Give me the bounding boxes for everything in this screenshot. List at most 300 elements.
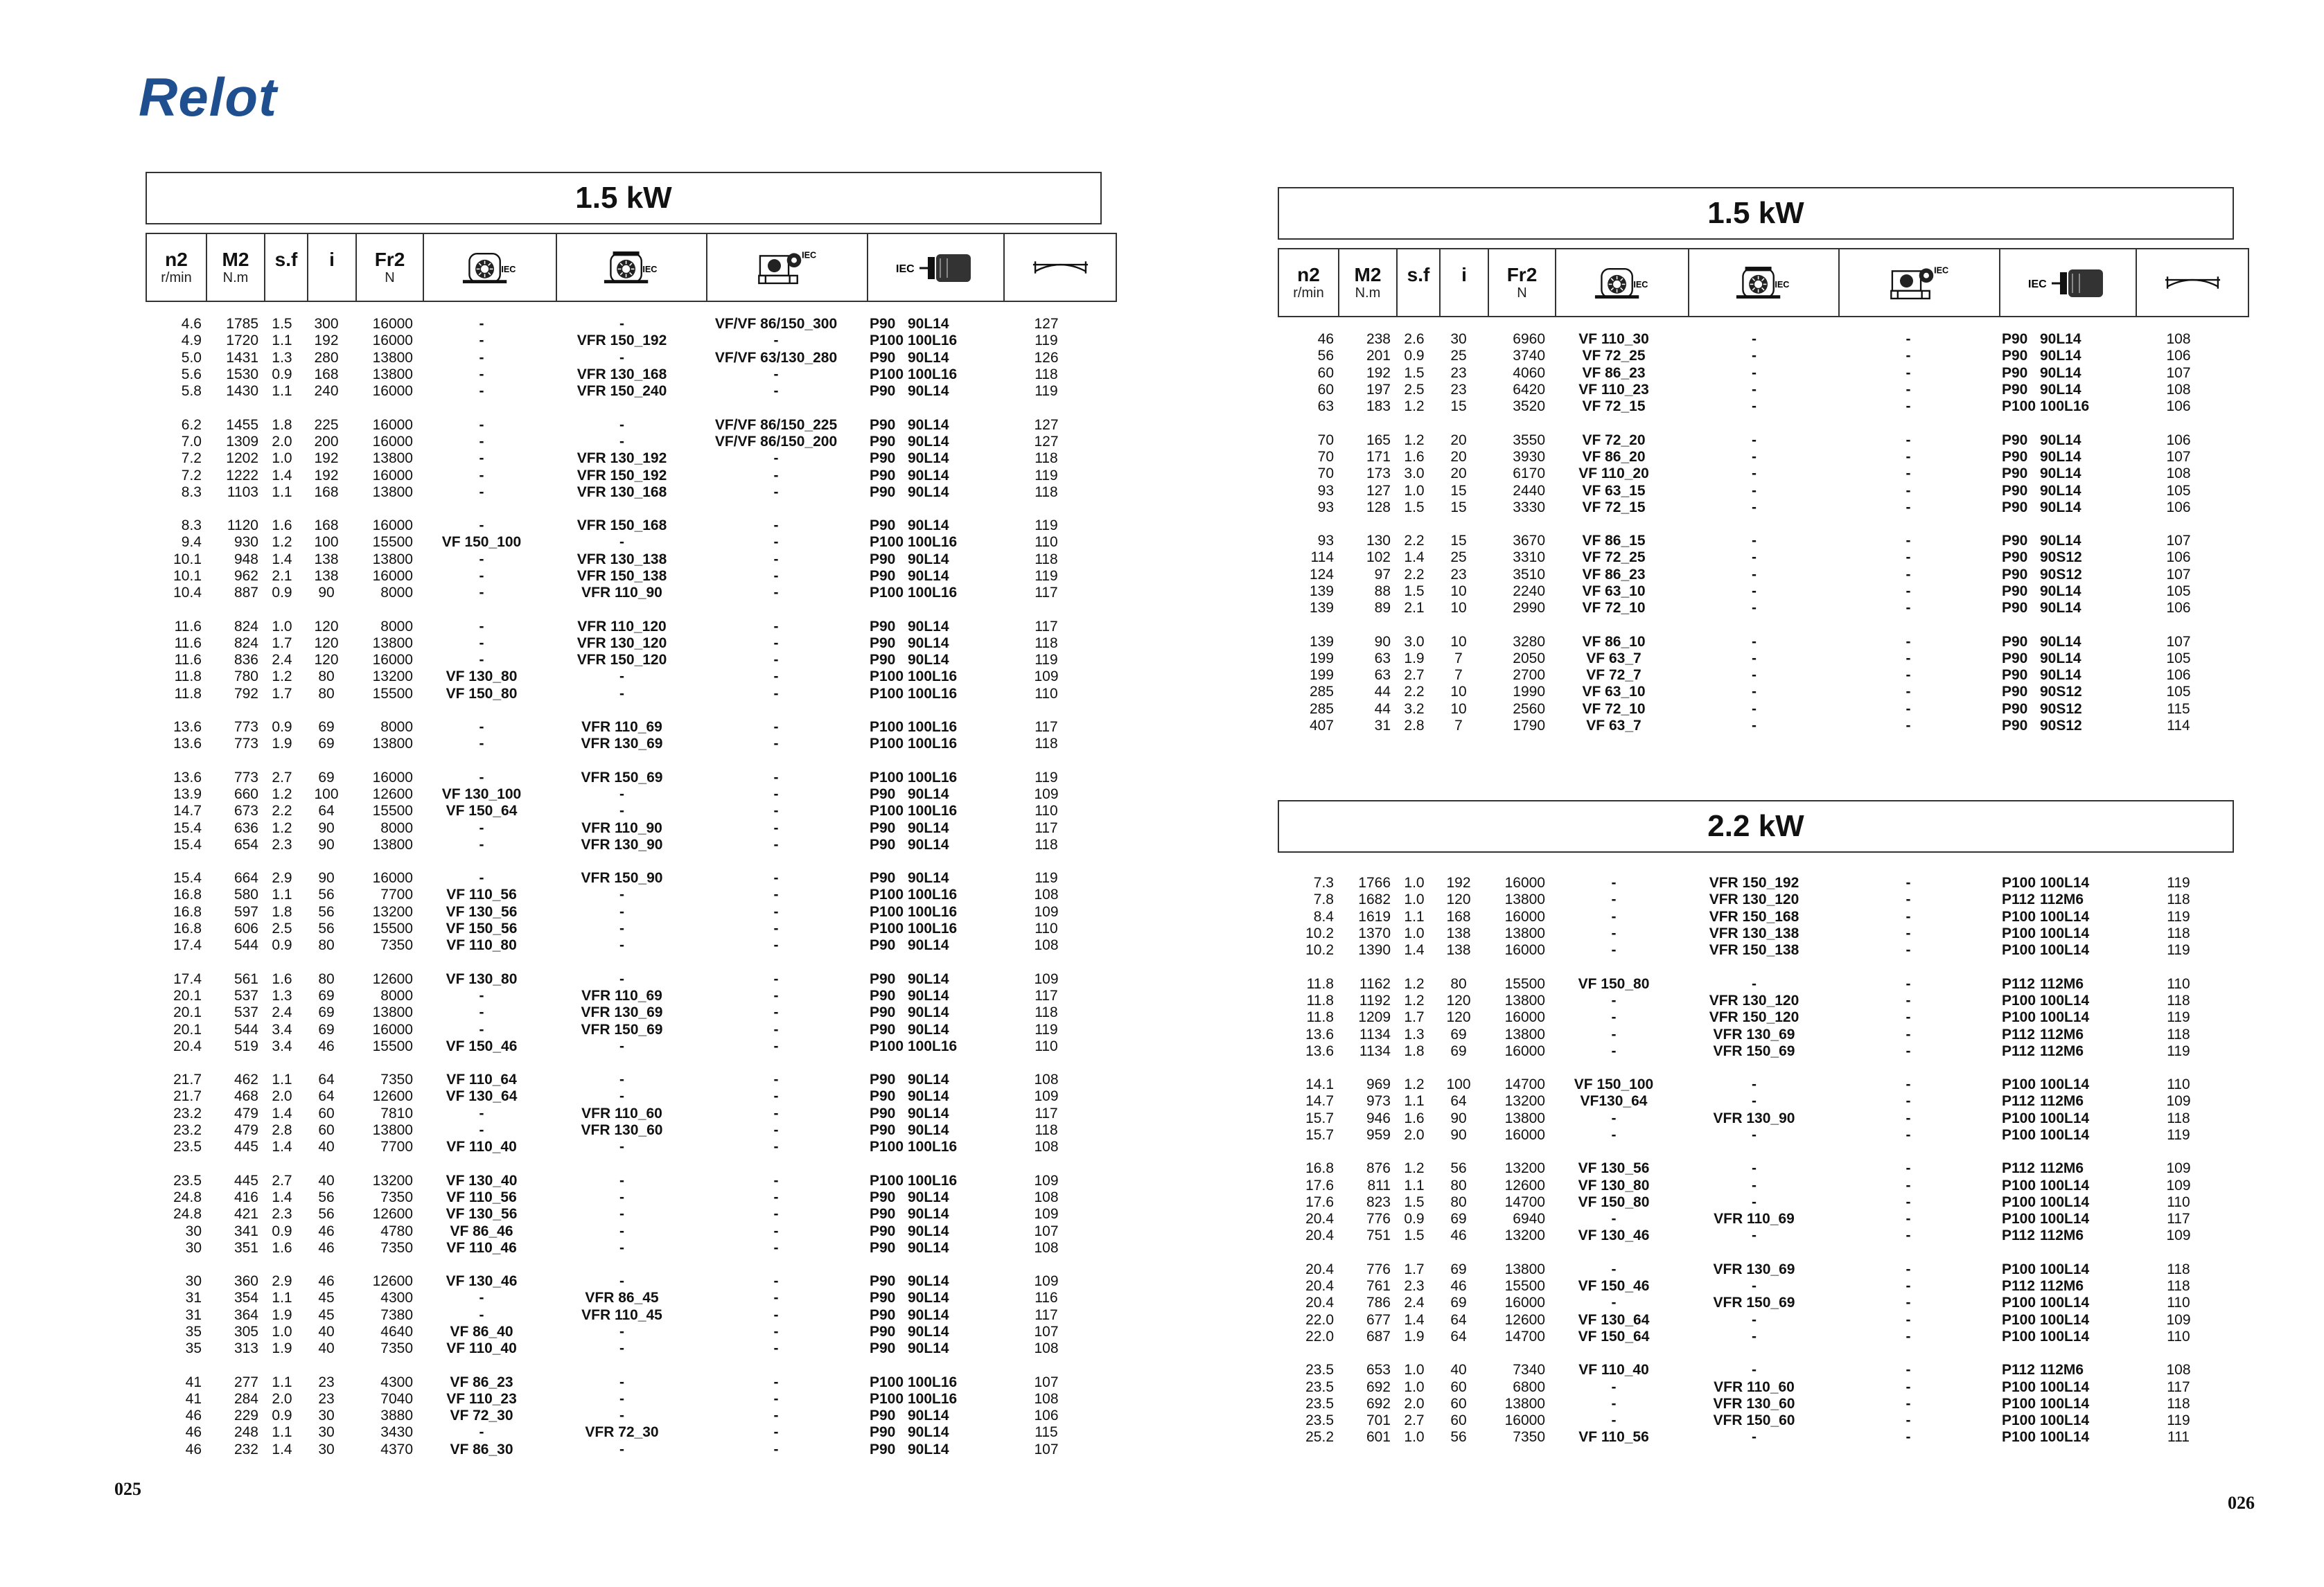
table-cell: 660 bbox=[234, 786, 258, 802]
table-cell: 21.7 bbox=[173, 1088, 202, 1105]
table-cell: VF 72_25 bbox=[1582, 348, 1646, 364]
table-cell: 2.7 bbox=[1404, 1412, 1425, 1429]
table-cell: VF 72_15 bbox=[1582, 499, 1646, 515]
table-cell: P90 bbox=[2002, 482, 2028, 499]
table-cell: 100L16 bbox=[908, 1390, 958, 1407]
table-cell: 1.4 bbox=[272, 467, 292, 484]
table-cell: 90L14 bbox=[908, 450, 949, 467]
table-cell: 138 bbox=[314, 551, 339, 567]
table-cell: P90 bbox=[870, 836, 896, 853]
table-cell: 100L16 bbox=[908, 1038, 958, 1054]
table-cell: 105 bbox=[2166, 482, 2191, 499]
table-cell: 100L16 bbox=[908, 668, 958, 685]
table-cell: 116 bbox=[1035, 1290, 1058, 1306]
table-cell: 1.3 bbox=[1404, 1026, 1425, 1043]
table-cell: - bbox=[773, 1088, 779, 1105]
table-cell: 90S12 bbox=[2040, 700, 2082, 717]
power-title: 1.5 kW bbox=[1278, 187, 2234, 240]
table-cell: 110 bbox=[1035, 685, 1058, 702]
table-cell: 100L16 bbox=[908, 1374, 958, 1390]
table-cell: 80 bbox=[1450, 1194, 1467, 1210]
table-cell: 3670 bbox=[1513, 533, 1545, 549]
table-cell: 117 bbox=[1035, 585, 1058, 601]
table-cell: P90 bbox=[870, 1072, 896, 1088]
table-row bbox=[1278, 1177, 2234, 1194]
table-cell: 7350 bbox=[380, 1239, 413, 1256]
table-cell: - bbox=[479, 333, 484, 349]
table-row bbox=[146, 819, 1102, 836]
table-cell: 15.4 bbox=[173, 819, 202, 836]
table-cell: P100 bbox=[2002, 1328, 2036, 1345]
table-row bbox=[1278, 909, 2234, 925]
table-cell: 106 bbox=[2166, 398, 2191, 415]
table-cell: 15500 bbox=[1504, 1278, 1545, 1295]
table-cell: - bbox=[1905, 398, 1911, 415]
table-cell: 14700 bbox=[1504, 1194, 1545, 1210]
table-cell: 2.2 bbox=[1404, 684, 1425, 700]
table-cell: 69 bbox=[318, 1004, 335, 1021]
table-cell: 2.1 bbox=[1404, 600, 1425, 617]
table-cell: 5.8 bbox=[181, 383, 202, 400]
table-cell: 2.7 bbox=[272, 1172, 292, 1189]
table-cell: 687 bbox=[1366, 1328, 1391, 1345]
row-group bbox=[146, 719, 1102, 753]
table-cell: 90S12 bbox=[2040, 684, 2082, 700]
table-cell: 108 bbox=[1034, 1072, 1059, 1088]
table-row bbox=[146, 1374, 1102, 1390]
table-cell: 41 bbox=[185, 1374, 202, 1390]
table-cell: 15500 bbox=[372, 534, 413, 551]
table-cell: 1370 bbox=[1358, 925, 1391, 942]
table-cell: VF 130_56 bbox=[446, 1206, 518, 1223]
iec-motor-icon bbox=[868, 243, 1003, 292]
table-cell: 107 bbox=[2166, 364, 2191, 381]
header-fr2 bbox=[356, 233, 423, 301]
table-cell: - bbox=[773, 1172, 779, 1189]
table-cell: 56 bbox=[318, 921, 335, 937]
table-cell: 117 bbox=[2167, 1378, 2190, 1395]
table-cell: VF 110_40 bbox=[1578, 1362, 1649, 1378]
header-sf-label: s.f bbox=[1407, 263, 1430, 285]
table-cell: 16000 bbox=[1504, 1009, 1545, 1026]
table-row bbox=[146, 937, 1102, 954]
table-cell: 16000 bbox=[1504, 1043, 1545, 1059]
table-cell: 1.0 bbox=[1404, 875, 1425, 892]
table-cell: 2.0 bbox=[1404, 1395, 1425, 1412]
table-cell: 100L16 bbox=[908, 736, 958, 752]
table-cell: 100L16 bbox=[908, 1172, 958, 1189]
table-cell: - bbox=[773, 1424, 779, 1441]
table-cell: 25.2 bbox=[1305, 1429, 1334, 1446]
table-cell: 1.4 bbox=[272, 1139, 292, 1155]
table-cell: - bbox=[773, 719, 779, 736]
table-cell: 20.4 bbox=[173, 1038, 202, 1054]
table-cell: VF 110_23 bbox=[446, 1390, 517, 1407]
table-cell: 90L14 bbox=[908, 1189, 949, 1205]
row-group bbox=[1278, 1261, 2234, 1345]
table-cell: VFR 130_69 bbox=[581, 736, 663, 752]
table-cell: - bbox=[1752, 650, 1757, 666]
table-cell: VF 110_20 bbox=[1578, 466, 1649, 482]
table-cell: 240 bbox=[314, 383, 339, 400]
table-cell: - bbox=[1905, 1043, 1911, 1059]
table-cell: 109 bbox=[2166, 1177, 2191, 1194]
table-cell: 25 bbox=[1450, 348, 1467, 364]
table-cell: 20.1 bbox=[173, 1021, 202, 1038]
table-cell: P90 bbox=[870, 1323, 896, 1340]
table-cell: 60 bbox=[1450, 1378, 1467, 1395]
table-cell: 1.6 bbox=[272, 1239, 292, 1256]
table-cell: VFR 110_90 bbox=[581, 819, 662, 836]
table-row bbox=[1278, 975, 2234, 992]
output-shaft-cell bbox=[1004, 233, 1116, 301]
table-cell: 12600 bbox=[372, 1206, 413, 1223]
table-cell: 0.9 bbox=[1404, 1211, 1425, 1227]
table-cell: 17.4 bbox=[173, 970, 202, 987]
table-cell: 773 bbox=[234, 736, 258, 752]
table-cell: - bbox=[619, 416, 624, 433]
table-cell: - bbox=[1611, 1295, 1617, 1311]
row-group bbox=[1278, 875, 2234, 959]
table-cell: 284 bbox=[234, 1390, 258, 1407]
table-cell: 100L14 bbox=[2040, 1311, 2090, 1328]
table-cell: - bbox=[1611, 992, 1617, 1009]
table-cell: - bbox=[773, 618, 779, 635]
table-row bbox=[1278, 1378, 2234, 1395]
table-cell: 120 bbox=[1446, 892, 1471, 908]
table-cell: 112M6 bbox=[2040, 1160, 2084, 1177]
header-i bbox=[308, 233, 356, 301]
iec-motor-cell bbox=[868, 233, 1004, 301]
table-cell: 1.4 bbox=[272, 1441, 292, 1457]
svg-text:IEC: IEC bbox=[1933, 265, 1948, 276]
table-cell: 109 bbox=[2166, 1093, 2191, 1110]
table-row bbox=[146, 450, 1102, 467]
table-cell: 90L14 bbox=[908, 1223, 949, 1239]
table-cell: 46 bbox=[318, 1038, 335, 1054]
table-cell: - bbox=[1905, 942, 1911, 959]
table-cell: 1.6 bbox=[272, 970, 292, 987]
table-cell: 126 bbox=[1034, 349, 1059, 366]
table-cell: VF 72_20 bbox=[1582, 432, 1646, 448]
table-cell: P112 bbox=[2002, 1160, 2035, 1177]
table-cell: 15500 bbox=[372, 1038, 413, 1054]
table-cell: 115 bbox=[1035, 1424, 1058, 1441]
table-cell: - bbox=[479, 450, 484, 467]
table-cell: 112M6 bbox=[2040, 1362, 2084, 1378]
table-cell: 127 bbox=[1034, 416, 1059, 433]
table-row bbox=[1278, 633, 2234, 650]
table-cell: VFR 110_60 bbox=[1714, 1378, 1795, 1395]
table-row bbox=[146, 1004, 1102, 1021]
table-cell: - bbox=[479, 316, 484, 333]
header-sf-unit bbox=[1398, 285, 1439, 301]
table-cell: P100 bbox=[870, 1374, 904, 1390]
table-cell: 1.1 bbox=[272, 484, 292, 500]
table-cell: 56 bbox=[318, 887, 335, 903]
table-cell: 8.3 bbox=[181, 517, 202, 534]
table-cell: - bbox=[1752, 1362, 1757, 1378]
table-cell: P90 bbox=[2002, 700, 2028, 717]
table-cell: 13.6 bbox=[173, 769, 202, 786]
table-cell: 117 bbox=[1035, 819, 1058, 836]
table-cell: 13200 bbox=[372, 903, 413, 920]
table-cell: P90 bbox=[2002, 718, 2028, 734]
table-row bbox=[146, 467, 1102, 484]
table-cell: 100L14 bbox=[2040, 1177, 2090, 1194]
table-cell: 2.0 bbox=[1404, 1127, 1425, 1143]
table-cell: P90 bbox=[870, 1408, 896, 1424]
table-row bbox=[1278, 1278, 2234, 1295]
table-cell: 201 bbox=[1366, 348, 1391, 364]
table-row bbox=[1278, 1009, 2234, 1026]
table-row bbox=[146, 1290, 1102, 1306]
table-cell: - bbox=[619, 534, 624, 551]
table-cell: VFR 150_240 bbox=[576, 383, 667, 400]
table-cell: 119 bbox=[2167, 1412, 2190, 1429]
worm-prestage-gearbox-icon bbox=[557, 243, 706, 292]
table-cell: 90L14 bbox=[908, 1004, 949, 1021]
row-group bbox=[1278, 633, 2234, 734]
table-row bbox=[146, 568, 1102, 585]
brand-logo: Relot bbox=[139, 67, 277, 127]
table-row bbox=[146, 971, 1102, 988]
table-cell: 8000 bbox=[380, 987, 413, 1004]
header-m2 bbox=[1339, 249, 1397, 317]
table-cell: 280 bbox=[314, 349, 339, 366]
table-cell: 100L14 bbox=[2040, 1412, 2090, 1429]
table-cell: VFR 150_69 bbox=[581, 769, 663, 786]
table-cell: 5.6 bbox=[181, 366, 202, 383]
table-cell: VFR 130_60 bbox=[1713, 1395, 1795, 1412]
table-cell: 120 bbox=[1446, 992, 1471, 1009]
table-cell: 12600 bbox=[1504, 1177, 1545, 1194]
table-cell: - bbox=[773, 903, 779, 920]
table-cell: 31 bbox=[185, 1290, 202, 1306]
table-cell: 90L14 bbox=[908, 484, 949, 500]
table-row bbox=[146, 1021, 1102, 1038]
table-cell: 948 bbox=[234, 551, 258, 567]
table-cell: - bbox=[619, 1441, 624, 1457]
table-cell: - bbox=[1752, 684, 1757, 700]
table-cell: 90L14 bbox=[908, 1072, 949, 1088]
table-cell: 10.2 bbox=[1305, 942, 1334, 959]
table-cell: 13200 bbox=[1504, 1227, 1545, 1244]
svg-text:IEC: IEC bbox=[1775, 280, 1790, 290]
table-cell: - bbox=[773, 1223, 779, 1239]
table-cell: P90 bbox=[2002, 549, 2028, 566]
table-cell: 1.9 bbox=[1404, 650, 1425, 666]
table-cell: 3310 bbox=[1513, 549, 1545, 566]
table-cell: 1.0 bbox=[272, 618, 292, 635]
table-cell: 2.4 bbox=[272, 1004, 292, 1021]
table-cell: - bbox=[1905, 975, 1911, 992]
header-n2 bbox=[1278, 249, 1339, 317]
table-cell: - bbox=[1905, 1009, 1911, 1026]
table-cell: 108 bbox=[1034, 887, 1059, 903]
table-cell: 580 bbox=[234, 887, 258, 903]
table-cell: - bbox=[773, 1239, 779, 1256]
table-cell: 23.5 bbox=[1305, 1362, 1334, 1378]
table-row bbox=[1278, 398, 2234, 415]
table-cell: VFR 130_90 bbox=[1713, 1110, 1795, 1126]
table-cell: 117 bbox=[1035, 618, 1058, 635]
table-cell: 1430 bbox=[226, 383, 258, 400]
table-cell: 23 bbox=[1450, 566, 1467, 583]
table-cell: 107 bbox=[1034, 1441, 1059, 1457]
table-cell: 2440 bbox=[1513, 482, 1545, 499]
table-cell: 2.0 bbox=[272, 1390, 292, 1407]
table-cell: 30 bbox=[185, 1273, 202, 1290]
table-cell: 183 bbox=[1366, 398, 1391, 415]
table-cell: 112M6 bbox=[2040, 1043, 2084, 1059]
table-cell: P90 bbox=[870, 1223, 896, 1239]
table-cell: - bbox=[619, 668, 624, 685]
table-cell: 168 bbox=[314, 517, 339, 534]
table-cell: - bbox=[1905, 908, 1911, 925]
table-cell: 1.0 bbox=[1404, 1362, 1425, 1378]
table-row bbox=[146, 652, 1102, 668]
table-cell: 16000 bbox=[372, 433, 413, 450]
table-cell: VF 110_40 bbox=[446, 1340, 517, 1357]
table-cell: 30 bbox=[1450, 331, 1467, 348]
table-cell: 90L14 bbox=[2040, 633, 2081, 650]
table-cell: 192 bbox=[1446, 875, 1471, 892]
table-cell: VF 130_40 bbox=[446, 1172, 518, 1189]
table-cell: 107 bbox=[1034, 1223, 1059, 1239]
table-cell: 776 bbox=[1366, 1261, 1391, 1277]
table-cell: - bbox=[479, 719, 484, 736]
table-row bbox=[146, 837, 1102, 853]
table-cell: P100 bbox=[2002, 1127, 2036, 1143]
table-cell: P90 bbox=[870, 349, 896, 366]
table-cell: 468 bbox=[234, 1088, 258, 1105]
table-cell: 117 bbox=[1035, 1306, 1058, 1323]
table-cell: - bbox=[1905, 1076, 1911, 1093]
table-panel-left bbox=[146, 172, 1102, 1458]
table-cell: 2.9 bbox=[272, 870, 292, 887]
table-cell: 90L14 bbox=[908, 349, 949, 366]
table-cell: 1.7 bbox=[1404, 1261, 1425, 1277]
table-cell: 3740 bbox=[1513, 348, 1545, 364]
table-cell: - bbox=[1752, 331, 1757, 348]
table-cell: 30 bbox=[318, 1408, 335, 1424]
table-cell: - bbox=[1752, 600, 1757, 617]
table-cell: - bbox=[1905, 1160, 1911, 1177]
table-cell: VFR 150_60 bbox=[1713, 1412, 1795, 1429]
table-cell: 479 bbox=[234, 1105, 258, 1121]
table-cell: 118 bbox=[1035, 450, 1058, 467]
table-cell: 1.0 bbox=[1404, 1378, 1425, 1395]
table-cell: - bbox=[479, 635, 484, 651]
table-row bbox=[1278, 382, 2234, 398]
table-cell: - bbox=[1752, 975, 1757, 992]
table-cell: 11.8 bbox=[1306, 992, 1334, 1009]
table-cell: 1.2 bbox=[1404, 432, 1425, 448]
table-cell: 69 bbox=[318, 987, 335, 1004]
table-cell: - bbox=[773, 568, 779, 584]
table-cell: - bbox=[1905, 718, 1911, 734]
table-cell: 407 bbox=[1309, 718, 1334, 734]
table-cell: - bbox=[1905, 1429, 1911, 1446]
table-cell: 90L14 bbox=[908, 1206, 949, 1223]
table-cell: - bbox=[1611, 1110, 1617, 1126]
row-group bbox=[146, 1374, 1102, 1457]
table-cell: VF 86_23 bbox=[450, 1374, 513, 1390]
table-cell: VF 130_56 bbox=[446, 903, 518, 920]
table-cell: 110 bbox=[1035, 534, 1058, 551]
table-cell: 90L14 bbox=[2040, 482, 2081, 499]
table-cell: 90L14 bbox=[908, 786, 949, 802]
table-cell: - bbox=[619, 349, 624, 366]
output-shaft-cell bbox=[2136, 249, 2248, 317]
table-cell: 30 bbox=[318, 1441, 335, 1457]
table-cell: VFR 130_192 bbox=[576, 450, 667, 467]
table-cell: - bbox=[773, 819, 779, 836]
table-cell: 7380 bbox=[380, 1306, 413, 1323]
table-cell: VFR 150_69 bbox=[581, 1021, 663, 1038]
table-cell: 4.6 bbox=[181, 316, 202, 333]
table-row bbox=[146, 1391, 1102, 1408]
table-cell: - bbox=[773, 970, 779, 987]
table-cell: VFR 150_69 bbox=[1713, 1043, 1795, 1059]
table-cell: 120 bbox=[1446, 1009, 1471, 1026]
table-cell: 118 bbox=[2167, 1110, 2190, 1126]
table-cell: VFR 150_120 bbox=[1709, 1009, 1799, 1026]
table-cell: - bbox=[1905, 925, 1911, 942]
table-cell: 1.1 bbox=[1404, 1093, 1425, 1110]
table-cell: VF 150_100 bbox=[441, 534, 522, 551]
table-cell: VF 110_56 bbox=[1578, 1429, 1649, 1446]
table-cell: 80 bbox=[318, 668, 335, 685]
table-cell: 1455 bbox=[226, 416, 258, 433]
table-cell: 1.1 bbox=[272, 1072, 292, 1088]
table-cell: - bbox=[1905, 1026, 1911, 1043]
table-cell: 56 bbox=[1317, 348, 1334, 364]
table-cell: 118 bbox=[1035, 1122, 1058, 1139]
table-cell: 100L14 bbox=[2040, 1378, 2090, 1395]
table-cell: 537 bbox=[234, 987, 258, 1004]
table-cell: - bbox=[1752, 566, 1757, 583]
table-cell: - bbox=[619, 887, 624, 903]
table-row bbox=[146, 484, 1102, 501]
table-cell: P100 bbox=[2002, 1076, 2036, 1093]
table-cell: - bbox=[773, 1290, 779, 1306]
table-cell: - bbox=[1905, 566, 1911, 583]
table-cell: 15 bbox=[1450, 398, 1467, 415]
table-cell: 117 bbox=[1035, 1105, 1058, 1121]
row-group bbox=[146, 1273, 1102, 1357]
table-cell: P100 bbox=[2002, 1295, 2036, 1311]
header-i-label: i bbox=[1461, 263, 1467, 285]
table-cell: 23.2 bbox=[173, 1105, 202, 1121]
table-cell: 462 bbox=[234, 1072, 258, 1088]
table-cell: - bbox=[619, 1072, 624, 1088]
iec-motor-cell bbox=[2000, 249, 2136, 317]
table-cell: 654 bbox=[234, 836, 258, 853]
table-cell: 100L14 bbox=[2040, 1009, 2090, 1026]
table-cell: 673 bbox=[234, 803, 258, 819]
table-cell: 165 bbox=[1366, 432, 1391, 448]
row-group bbox=[146, 1072, 1102, 1155]
svg-text:IEC: IEC bbox=[1632, 280, 1648, 290]
table-cell: 200 bbox=[314, 433, 339, 450]
table-row bbox=[1278, 432, 2234, 448]
table-cell: 13800 bbox=[372, 349, 413, 366]
table-cell: - bbox=[619, 921, 624, 937]
table-row bbox=[146, 383, 1102, 400]
table-cell: 1.4 bbox=[1404, 942, 1425, 959]
